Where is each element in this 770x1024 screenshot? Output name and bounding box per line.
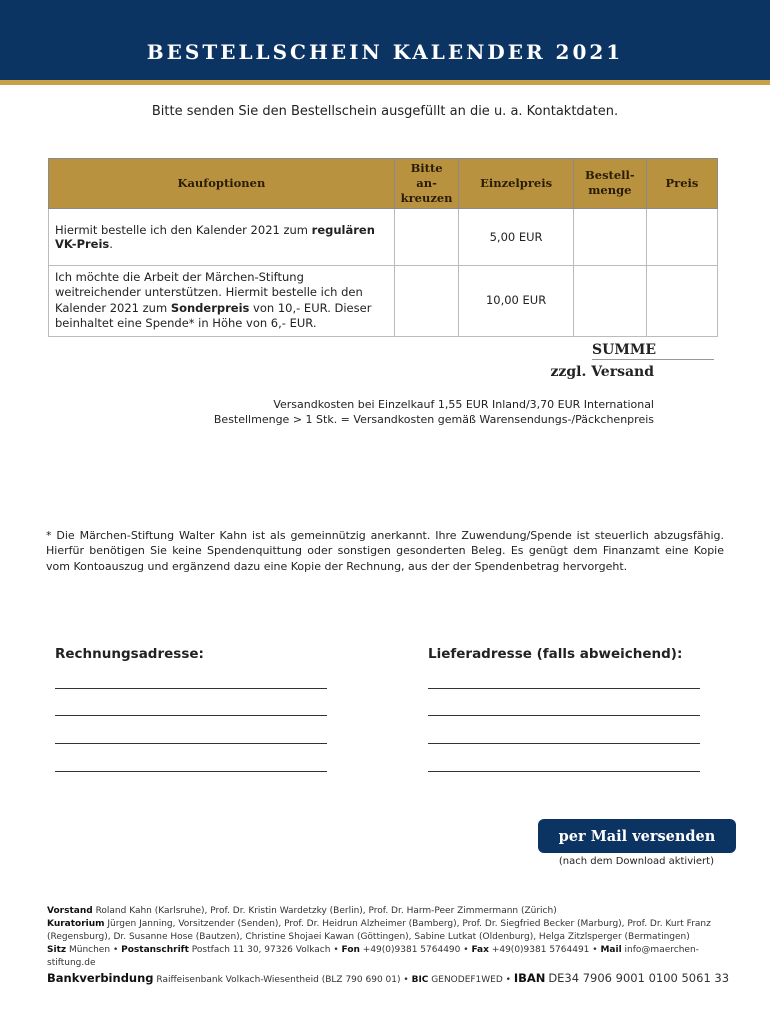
shipping-info-line: Bestellmenge > 1 Stk. = Versandkosten gemäß Warensendungs-/Päckchenpreis [213,412,654,426]
shipping-info [120,398,654,428]
delivery-address-line[interactable] [428,771,700,772]
footer-bank: Bankverbindung Raiffeisenbank Volkach-Wiesentheid (BLZ 790 690 01) • BIC GENODEF1WED • IBAN DE34 7906 9001 0100 5061 33 [47,971,730,986]
billing-address-line[interactable] [55,743,327,744]
billing-address-line[interactable] [55,771,327,772]
col-header-check: Bitte an- kreuzen [394,159,459,209]
table-row [49,265,718,336]
intro-text: Bitte senden Sie den Bestellschein ausgefüllt an die u. a. Kontaktdaten. [151,104,619,119]
col-header-price: Preis [646,159,717,209]
unit-price-cell: 5,00 EUR [459,208,573,265]
unit-price-cell: 10,00 EUR [459,265,573,336]
sum-label: SUMME [592,342,714,360]
price-cell[interactable] [646,208,717,265]
price-cell[interactable] [646,265,717,336]
table-header-row [49,159,718,209]
page-title: BESTELLSCHEIN KALENDER 2021 [146,40,624,64]
send-mail-button[interactable]: per Mail versenden [538,819,736,853]
footer-contact: Sitz München • Postanschrift Postfach 11 30, 97326 Volkach • Fon +49(0)9381 5764490 • Fax +49(0)9381 5764491 • Mail info@maerchen-stiftung.de [47,945,699,969]
shipping-label: zzgl. Versand [550,364,654,380]
check-cell[interactable] [394,265,459,336]
shipping-info-line: Versandkosten bei Einzelkauf 1,55 EUR Inland/3,70 EUR International [273,398,654,411]
footer-kuratorium: Kuratorium Jürgen Janning, Vorsitzender (Senden), Prof. Dr. Heidrun Alzheimer (Bamberg), Prof. Dr. Siegfried Becker (Marburg), Prof. Dr. Kurt Franz (Regensburg), Dr. Susanne Hose (Bautzen), Christine Shojaei Kawan (Göttingen), Sabine Lutkat (Oldenburg), Helga Zitzlsperger (Bermatingen) [47,919,711,943]
option-text: Hiermit bestelle ich den Kalender 2021 zum regulären VK-Preis. [49,208,395,265]
billing-address-line[interactable] [55,688,327,689]
billing-address-label: Rechnungsadresse: [55,646,204,662]
quantity-cell[interactable] [573,265,646,336]
col-header-quantity: Bestell- menge [573,159,646,209]
col-header-options: Kaufoptionen [49,159,395,209]
col-header-unit-price: Einzelpreis [459,159,573,209]
header-accent-line [0,80,770,85]
footer-vorstand: Vorstand Roland Kahn (Karlsruhe), Prof. Dr. Kristin Wardetzky (Berlin), Prof. Dr. Harm-Peer Zimmermann (Zürich) [47,906,557,916]
donation-note: * Die Märchen-Stiftung Walter Kahn ist als gemeinnützig anerkannt. Ihre Zuwendung/Spende ist steuerlich abzugsfähig. Hierfür benötigen Sie keine Spendenquittung oder sonstigen gesonderten Beleg. Es genügt dem Finanzamt eine Kopie vom Kontoauszug und ergänzend dazu eine Kopie der Rechnung, aus der der Spendenbetrag hervorgeht. [46,529,724,573]
mail-button-note: (nach dem Download aktiviert) [558,856,714,867]
option-text: Ich möchte die Arbeit der Märchen-Stiftung weitreichender unterstützen. Hiermit bestelle ich den Kalender 2021 zum Sonderpreis von 10,- EUR. Dieser beinhaltet eine Spende* in Höhe von 6,- EUR. [49,265,395,336]
table-row [49,208,718,265]
delivery-address-line[interactable] [428,743,700,744]
footer [47,905,737,987]
billing-address-line[interactable] [55,715,327,716]
check-cell[interactable] [394,208,459,265]
delivery-address-line[interactable] [428,715,700,716]
delivery-address-label: Lieferadresse (falls abweichend): [428,646,683,662]
delivery-address-line[interactable] [428,688,700,689]
order-table [48,158,718,337]
quantity-cell[interactable] [573,208,646,265]
